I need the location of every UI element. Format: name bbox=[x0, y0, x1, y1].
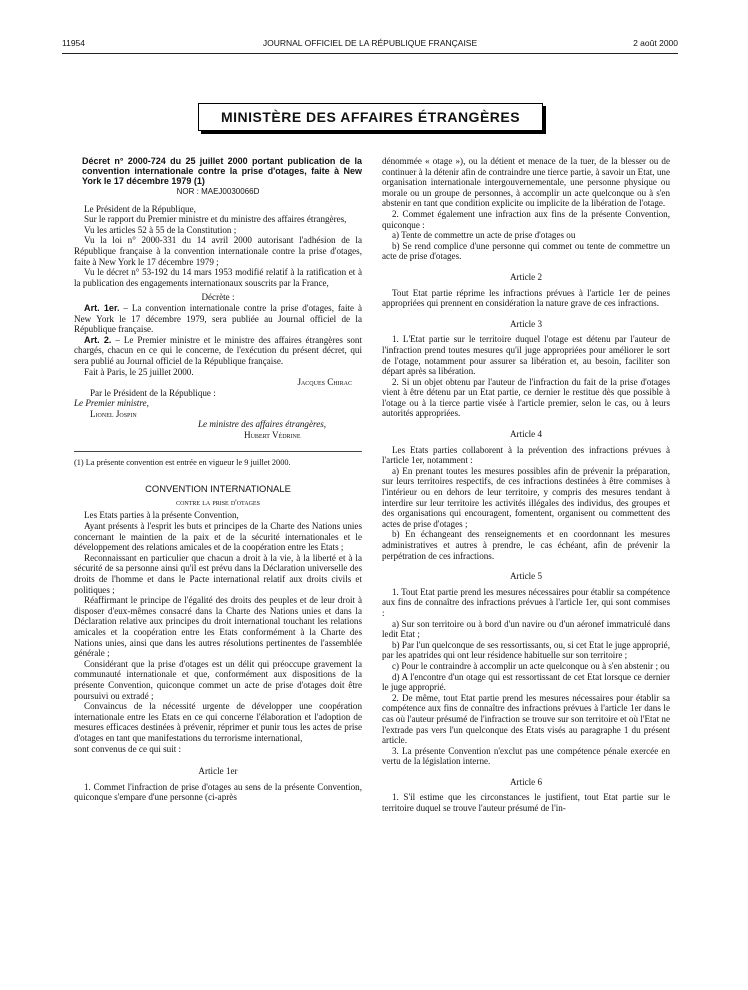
article-label: Art. 1er. bbox=[84, 302, 120, 313]
par-le-president: Par le Président de la République : bbox=[90, 387, 216, 398]
article-heading: Article 5 bbox=[509, 571, 543, 582]
footnote: (1) La présente convention est entrée en vigueur le 9 juillet 2000. bbox=[74, 457, 291, 467]
decree-title: Décret n° 2000-724 du 25 juillet 2000 portant publication de la convention internationale contre la prise d'otages, faite à New York le 17 décembre 1979 (1) bbox=[82, 156, 362, 186]
paragraph: Considérant que la prise d'otages est un délit qui préoccupe gravement la communauté internationale et que, conformément aux dispositions de la présente Convention, quiconque commet un acte de prise d'otages doit être poursuivi ou extradé ; bbox=[74, 658, 362, 701]
paragraph: a) Tente de commettre un acte de prise d'otages ou bbox=[392, 230, 576, 241]
paragraph: d) A l'encontre d'un otage qui est ressortissant de cet Etat lorsque ce dernier le juge approprié. bbox=[382, 671, 670, 693]
paragraph: Les Etats parties collaborent à la prévention des infractions prévues à l'article 1er, notamment : bbox=[382, 444, 670, 466]
paragraph: sont convenus de ce qui suit : bbox=[74, 743, 182, 754]
paragraph: Tout Etat partie réprime les infractions prévues à l'article 1er de peines appropriées qui prennent en considération la nature grave de ces infractions. bbox=[382, 287, 670, 309]
paragraph: Vu la loi n° 2000-331 du 14 avril 2000 autorisant l'adhésion de la République française à la convention internationale contre la prise d'otages, faite à New York le 17 décembre 1979 ; bbox=[74, 235, 362, 267]
decree-article-1: Art. 1er. – La convention internationale contre la prise d'otages, faite à New York le 17 décembre 1979, sera publiée au Journal officiel de la République française. bbox=[74, 302, 362, 335]
paragraph: 1. L'Etat partie sur le territoire duquel l'otage est détenu par l'auteur de l'infraction prend toutes mesures qu'il juge appropriées pour améliorer le sort de l'otage, notamment pour assurer sa libération et, au besoin, faciliter son départ après sa libération. bbox=[382, 334, 670, 377]
paragraph: b) Par l'un quelconque de ses ressortissants, ou, si cet Etat le juge approprié, par les apatrides qui ont leur résidence habituelle sur son territoire ; bbox=[382, 639, 670, 661]
paragraph: Vu le décret n° 53-192 du 14 mars 1953 modifié relatif à la ratification et à la publication des engagements internationaux souscrits par la France, bbox=[74, 267, 362, 288]
paragraph: 1. Tout Etat partie prend les mesures nécessaires pour établir sa compétence aux fins de connaître des infractions prévues à l'article 1er, qui sont commises : bbox=[382, 586, 670, 618]
paragraph: 2. Commet également une infraction aux fins de la présente Convention, quiconque : bbox=[382, 208, 670, 230]
convention-title: CONVENTION INTERNATIONALE bbox=[145, 483, 291, 495]
article-heading: Article 2 bbox=[509, 271, 543, 282]
ministre-name: Hubert Védrine bbox=[244, 430, 301, 441]
paragraph: Ayant présents à l'esprit les buts et principes de la Charte des Nations unies concernant le maintien de la paix et de la sécurité internationales et le développement des relations amicales et de la coopération entre les Etats ; bbox=[74, 521, 362, 553]
premier-ministre-name: Lionel Jospin bbox=[90, 408, 137, 419]
paragraph: Reconnaissant en particulier que chacun a droit à la vie, à la liberté et à la sécurité de sa personne ainsi qu'il est prévu dans la Déclaration universelle des droits de l'homme et dans le Pacte international relatif aux droits civils et politiques ; bbox=[74, 552, 362, 595]
paragraph: a) Sur son territoire ou à bord d'un navire ou d'un aéronef immatriculé dans ledit Etat ; bbox=[382, 618, 670, 640]
left-column bbox=[74, 156, 362, 803]
page-number: 11954 bbox=[62, 38, 86, 48]
right-column bbox=[382, 156, 670, 814]
article-heading: Article 3 bbox=[509, 318, 543, 329]
article-label: Art. 2. bbox=[84, 334, 112, 345]
paragraph: Sur le rapport du Premier ministre et du ministre des affaires étrangères, bbox=[84, 214, 347, 225]
paragraph: Les Etats parties à la présente Convention, bbox=[84, 510, 239, 521]
article-heading: Article 1er bbox=[198, 766, 238, 777]
paragraph: Le Président de la République, bbox=[84, 203, 196, 214]
journal-title: JOURNAL OFFICIEL DE LA RÉPUBLIQUE FRANÇAISE bbox=[262, 38, 478, 48]
paragraph: 1. Commet l'infraction de prise d'otages au sens de la présente Convention, quiconque s'empare d'une personne (ci-après bbox=[74, 781, 362, 803]
ministre-label: Le ministre des affaires étrangères, bbox=[198, 419, 327, 430]
paragraph: c) Pour le contraindre à accomplir un acte quelconque ou à s'en abstenir ; ou bbox=[392, 660, 670, 671]
convention-subtitle: contre la prise d'otages bbox=[176, 496, 260, 507]
page-header bbox=[62, 38, 678, 52]
paragraph: 3. La présente Convention n'exclut pas une compétence pénale exercée en vertu de la législation interne. bbox=[382, 745, 670, 767]
paragraph: 2. Si un objet obtenu par l'auteur de l'infraction du fait de la prise d'otages vient à être détenu par un Etat partie, ce dernier le restitue dès que possible à l'otage ou à la tierce partie visée à l'article premier, selon le cas, ou à leurs autorités appropriées. bbox=[382, 376, 670, 419]
paragraph: 1. S'il estime que les circonstances le justifient, tout Etat partie sur le territoire duquel se trouve l'auteur présumé de l'in- bbox=[382, 792, 670, 814]
premier-ministre: Le Premier ministre, bbox=[74, 398, 149, 409]
paragraph: Vu les articles 52 à 55 de la Constitution ; bbox=[84, 224, 237, 235]
paragraph: b) Se rend complice d'une personne qui commet ou tente de commettre un acte de prise d'otages. bbox=[382, 240, 670, 262]
article-heading: Article 6 bbox=[509, 776, 543, 787]
paragraph: b) En échangeant des renseignements et en coordonnant les mesures administratives et autres à prendre, le cas échéant, afin de prévenir la perpétration de ces infractions. bbox=[382, 529, 670, 561]
paragraph: a) En prenant toutes les mesures possibles afin de prévenir la préparation, sur leurs territoires respectifs, de ces infractions destinées à être commises à l'intérieur ou en dehors de leur territoire, y compris des mesures tendant à interdire sur leur territoire les activités illégales des individus, des groupes et des organisations qui encouragent, fomentent, organisent ou commettent des actes de prise d'otages ; bbox=[382, 465, 670, 529]
header-rule bbox=[62, 53, 678, 54]
footnote-rule bbox=[74, 451, 362, 452]
fait: Fait à Paris, le 25 juillet 2000. bbox=[84, 366, 194, 377]
ministry-heading: MINISTÈRE DES AFFAIRES ÉTRANGÈRES bbox=[198, 103, 543, 131]
article-heading: Article 4 bbox=[509, 429, 543, 440]
signature-president: Jacques Chirac bbox=[297, 377, 352, 388]
decree-article-2: Art. 2. – Le Premier ministre et le ministre des affaires étrangères sont chargés, chacun en ce qui le concerne, de l'exécution du présent décret, qui sera publié au Journal officiel de la République française. bbox=[74, 334, 363, 366]
paragraph: Réaffirmant le principe de l'égalité des droits des peuples et de leur droit à disposer d'eux-mêmes consacré dans la Charte des Nations unies et dans la Déclaration relative aux principes du droit international touchant les relations amicales et la coopération entre les Etats conformément à la Charte des Nations unies, ainsi que dans les autres résolutions pertinentes de l'assemblée générale ; bbox=[74, 595, 362, 659]
decrete: Décrète : bbox=[201, 292, 235, 303]
paragraph: Convaincus de la nécessité urgente de développer une coopération internationale entre les Etats en ce qui concerne l'élaboration et l'adoption de mesures efficaces destinées à prévenir, réprimer et punir tous les actes de prise d'otages en tant que manifestations du terrorisme international, bbox=[74, 701, 362, 743]
paragraph: 2. De même, tout Etat partie prend les mesures nécessaires pour établir sa compétence aux fins de connaître des infractions prévues à l'article 1er dans le cas où l'auteur présumé de l'infraction se trouve sur son territoire et où l'Etat ne l'extrade pas vers l'un quelconque des Etats visés au paragraphe 1 du présent article. bbox=[382, 692, 670, 746]
nor-reference: NOR : MAEJ0030066D bbox=[176, 187, 260, 196]
paragraph: dénommée « otage »), ou la détient et menace de la tuer, de la blesser ou de continuer à la détenir afin de contraindre une tierce partie, à savoir un Etat, une organisation internationale intergouvernementale, une personne physique ou morale ou un groupe de personnes, à accomplir un acte quelconque ou à s'en abstenir en tant que condition explicite ou implicite de la libération de l'otage. bbox=[382, 156, 670, 209]
publication-date: 2 août 2000 bbox=[633, 38, 678, 48]
